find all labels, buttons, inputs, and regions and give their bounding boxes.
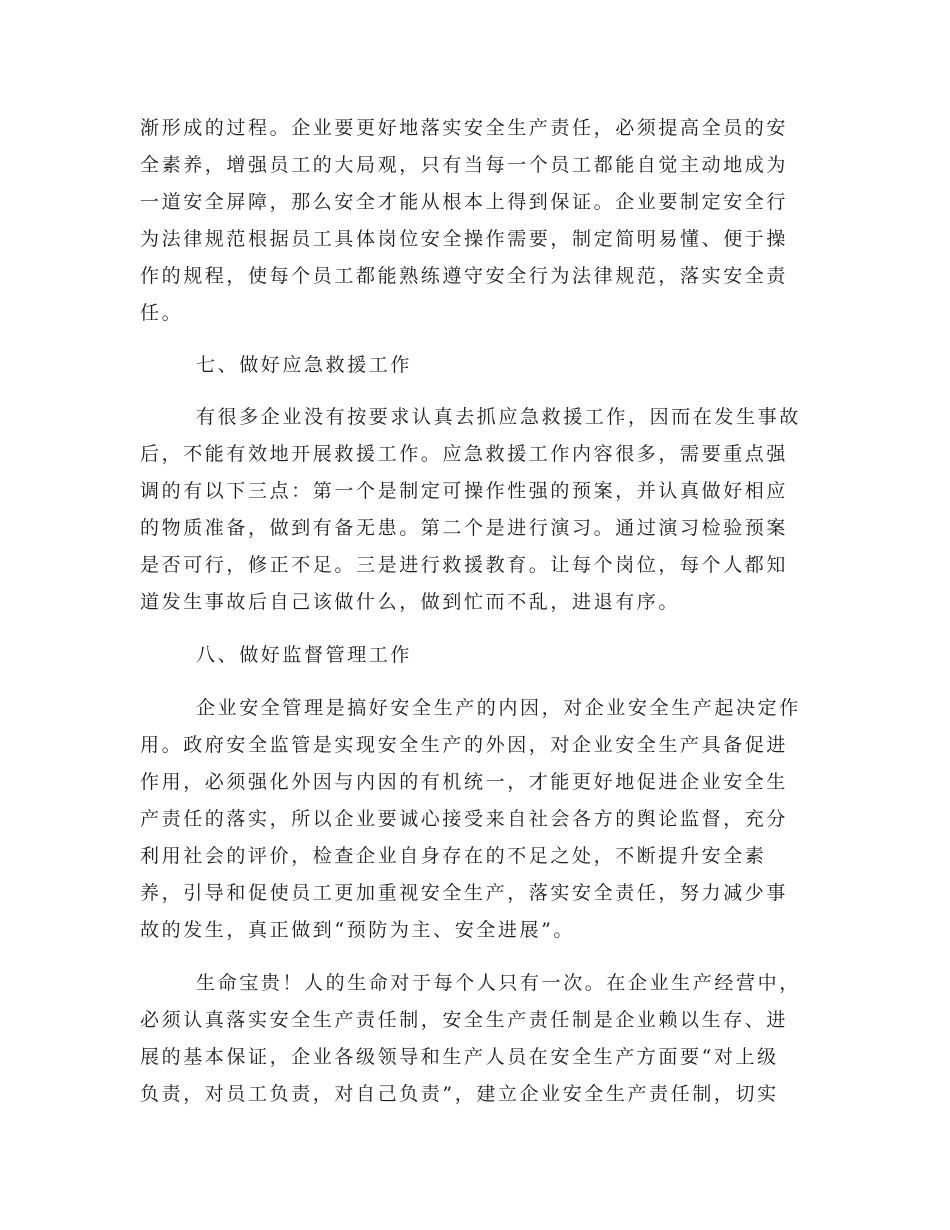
paragraph-line: 作的规程，使每个员工都能熟练遵守安全行为法律规范，落实安全责 <box>140 265 789 287</box>
paragraph-line: 利用社会的评价，检查企业自身存在的不足之处，不断提升安全素 <box>140 845 767 867</box>
paragraph-line: 后，不能有效地开展救援工作。应急救援工作内容很多，需要重点强 <box>140 443 789 465</box>
paragraph-line: 全素养，增强员工的大局观，只有当每一个员工都能自觉主动地成为 <box>140 154 789 176</box>
paragraph-line: 企业安全管理是搞好安全生产的内因，对企业安全生产起决定作 <box>196 697 801 719</box>
paragraph-line: 为法律规范根据员工具体岗位安全操作需要，制定简明易懂、便于操 <box>140 228 789 250</box>
paragraph-line: 一道安全屏障，那么安全才能从根本上得到保证。企业要制定安全行 <box>140 191 789 213</box>
paragraph-line: 道发生事故后自己该做什么，做到忙而不乱，进退有序。 <box>140 591 681 613</box>
paragraph-line: 生命宝贵！人的生命对于每个人只有一次。在企业生产经营中， <box>196 972 801 994</box>
paragraph-line: 调的有以下三点：第一个是制定可操作性强的预案，并认真做好相应 <box>140 480 789 502</box>
paragraph-line: 作用，必须强化外因与内因的有机统一，才能更好地促进企业安全生 <box>140 771 789 793</box>
paragraph-line: 产责任的落实，所以企业要诚心接受来自社会各方的舆论监督，充分 <box>140 808 789 830</box>
paragraph-line: 的物质准备，做到有备无患。第二个是进行演习。通过演习检验预案 <box>140 517 789 539</box>
section-heading: 八、做好监督管理工作 <box>196 644 413 666</box>
paragraph-line: 养，引导和促使员工更加重视安全生产，落实安全责任，努力减少事 <box>140 882 789 904</box>
paragraph-line: 负责，对员工负责，对自己负责”，建立企业安全生产责任制，切实 <box>140 1083 779 1105</box>
paragraph-line: 展的基本保证，企业各级领导和生产人员在安全生产方面要“对上级 <box>140 1046 779 1068</box>
paragraph-line: 任。 <box>140 302 184 324</box>
paragraph-line: 渐形成的过程。企业要更好地落实安全生产责任，必须提高全员的安 <box>140 117 789 139</box>
section-heading: 七、做好应急救援工作 <box>196 354 413 376</box>
paragraph-line: 故的发生，真正做到“预防为主、安全进展”。 <box>140 919 576 941</box>
paragraph-line: 用。政府安全监管是实现安全生产的外因，对企业安全生产具备促进 <box>140 734 789 756</box>
paragraph-line: 必须认真落实安全生产责任制，安全生产责任制是企业赖以生存、进 <box>140 1009 789 1031</box>
paragraph-line: 有很多企业没有按要求认真去抓应急救援工作，因而在发生事故 <box>196 406 801 428</box>
paragraph-line: 是否可行，修正不足。三是进行救援教育。让每个岗位，每个人都知 <box>140 554 789 576</box>
